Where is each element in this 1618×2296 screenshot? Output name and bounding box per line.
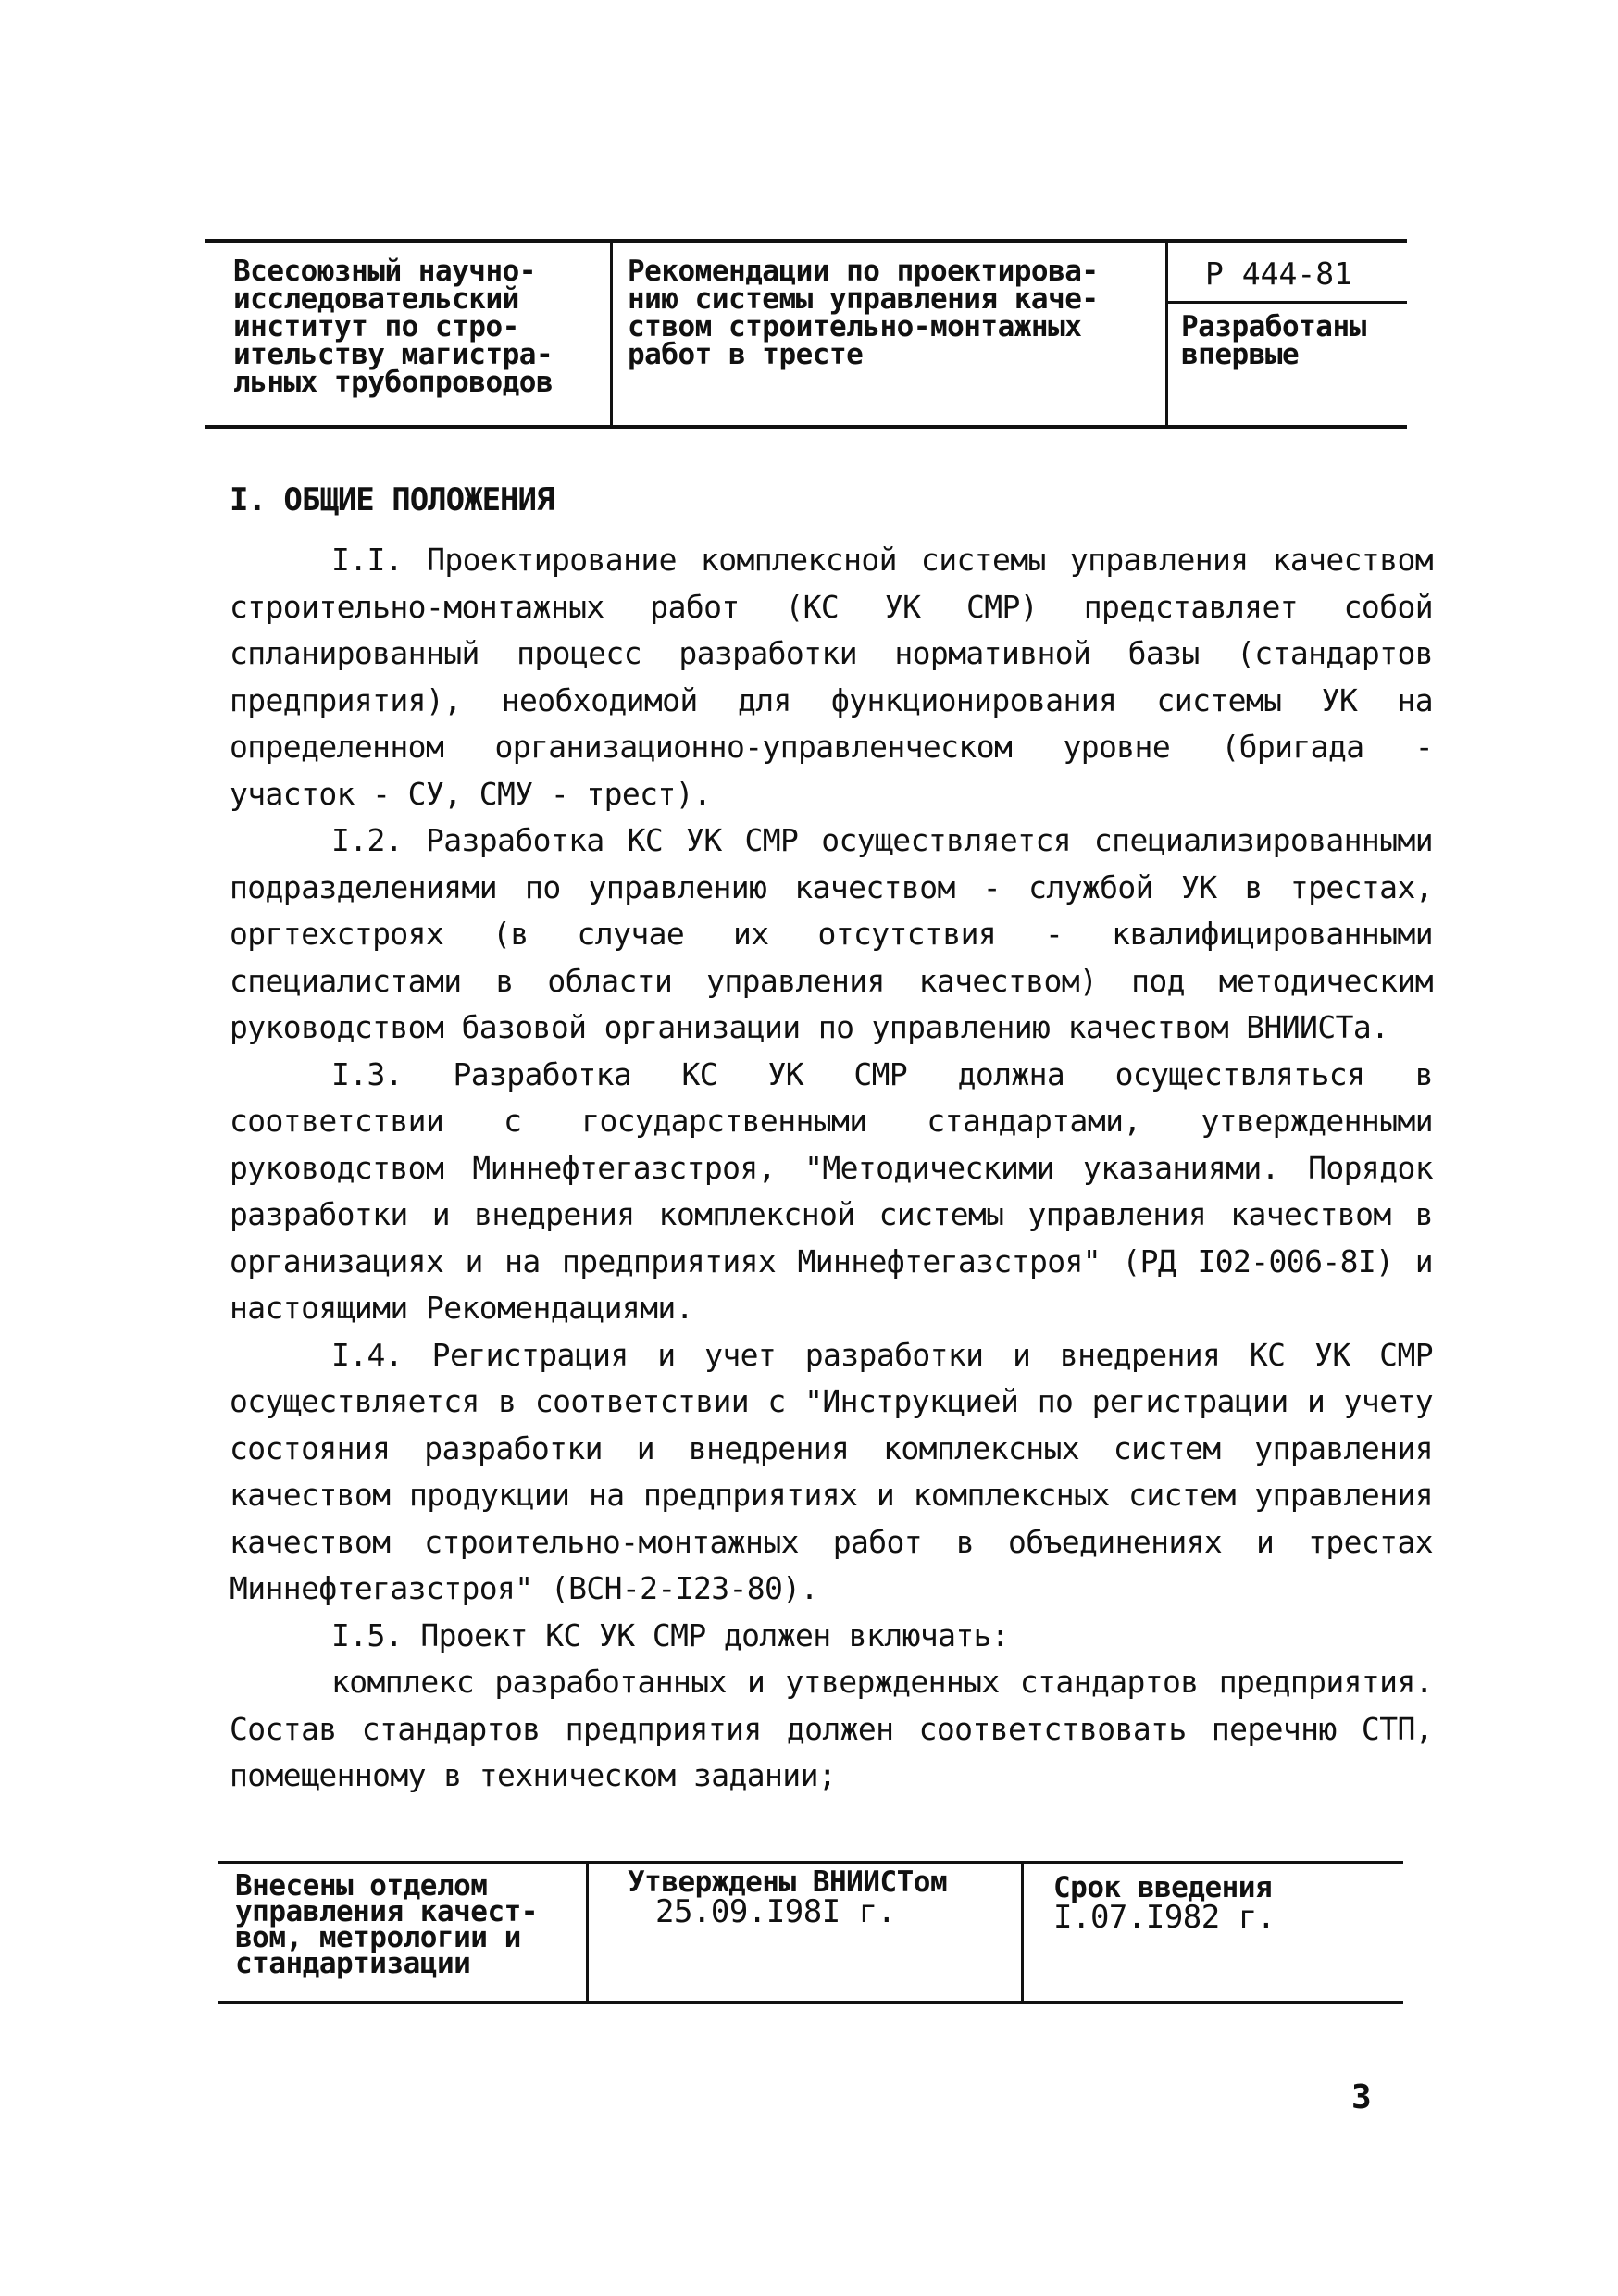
header-number-cell xyxy=(1168,243,1407,425)
paragraph-1-1: I.I. Проектирование комплексной системы управления качеством строительно-монтажных работ (КС УК СМР) представляет собой спланированный процесс разработки нормативной базы (стандартов предприятия), необходимой для функционирования системы УК на определенном организационно-управленческом уровне (бригада - участок - СУ, СМУ - трест). xyxy=(230,542,1433,812)
header-organization-cell xyxy=(205,243,613,425)
page-number: 3 xyxy=(1351,2078,1372,2116)
effective-label: Срок введения xyxy=(1053,1871,1273,1904)
footer-introduced-cell xyxy=(218,1864,589,2001)
paragraph-1-3: I.3. Разработка КС УК СМР должна осуществляться в соответствии с государственными стандартами, утвержденными руководством Миннефтегазстроя, "Методическими указаниями. Порядок разработки и внедрения комплексной системы управления качеством в организациях и на предприятиях Миннефтегазстроя" (РД I02-006-8I) и настоящими Рекомендациями. xyxy=(230,1055,1433,1326)
header-organization: Всесоюзный научно- исследовательский институт по стро- ительству магистра- льных трубопроводов xyxy=(233,255,554,399)
section-title: I. ОБЩИЕ ПОЛОЖЕНИЯ xyxy=(230,481,554,518)
footer-approved-cell xyxy=(589,1864,1024,2001)
paragraph-1-5-item: комплекс разработанных и утвержденных стандартов предприятия. Состав стандартов предприятия должен соответствовать перечню СТП, помещенному в техническом задании; xyxy=(230,1664,1433,1793)
paragraph-1-2: I.2. Разработка КС УК СМР осуществляется специализированными подразделениями по управлению качеством - службой УК в трестах, оргтехстроях (в случае их отсутствия - квалифицированными специалистами в области управления качеством) под методическим руководством базовой организации по управлению качеством ВНИИСТа. xyxy=(230,822,1433,1045)
paragraph-1-4: I.4. Регистрация и учет разработки и внедрения КС УК СМР осуществляется в соответствии с "Инструкцией по регистрации и учету состояния разработки и внедрения комплексных систем управления качеством продукции на предприятиях и комплексных систем управления качеством строительно-монтажных работ в объединениях и трестах Миннефтегазстроя" (ВСН-2-I23-80). xyxy=(230,1336,1433,1606)
document-status: Разработаны впервые xyxy=(1181,310,1366,371)
document-number: Р 444-81 xyxy=(1168,243,1407,304)
header-title: Рекомендации по проектирова- нию системы управления каче- ством строительно-монтажных работ в тресте xyxy=(628,255,1099,371)
footer-table xyxy=(218,1861,1403,2004)
body-text xyxy=(230,537,1433,1800)
header-table xyxy=(205,239,1407,429)
introduced-by: Внесены отделом управления качест- вом, метрологии и стандартизации xyxy=(235,1869,538,1980)
approved-label: Утверждены ВНИИСТом xyxy=(628,1866,948,1899)
paragraph-1-5: I.5. Проект КС УК СМР должен включать: xyxy=(331,1616,1010,1653)
header-title-cell xyxy=(613,243,1168,425)
footer-effective-cell xyxy=(1024,1864,1403,2001)
effective-date: I.07.I982 г. xyxy=(1053,1899,1276,1936)
approved-date: 25.09.I98I г. xyxy=(655,1893,896,1930)
